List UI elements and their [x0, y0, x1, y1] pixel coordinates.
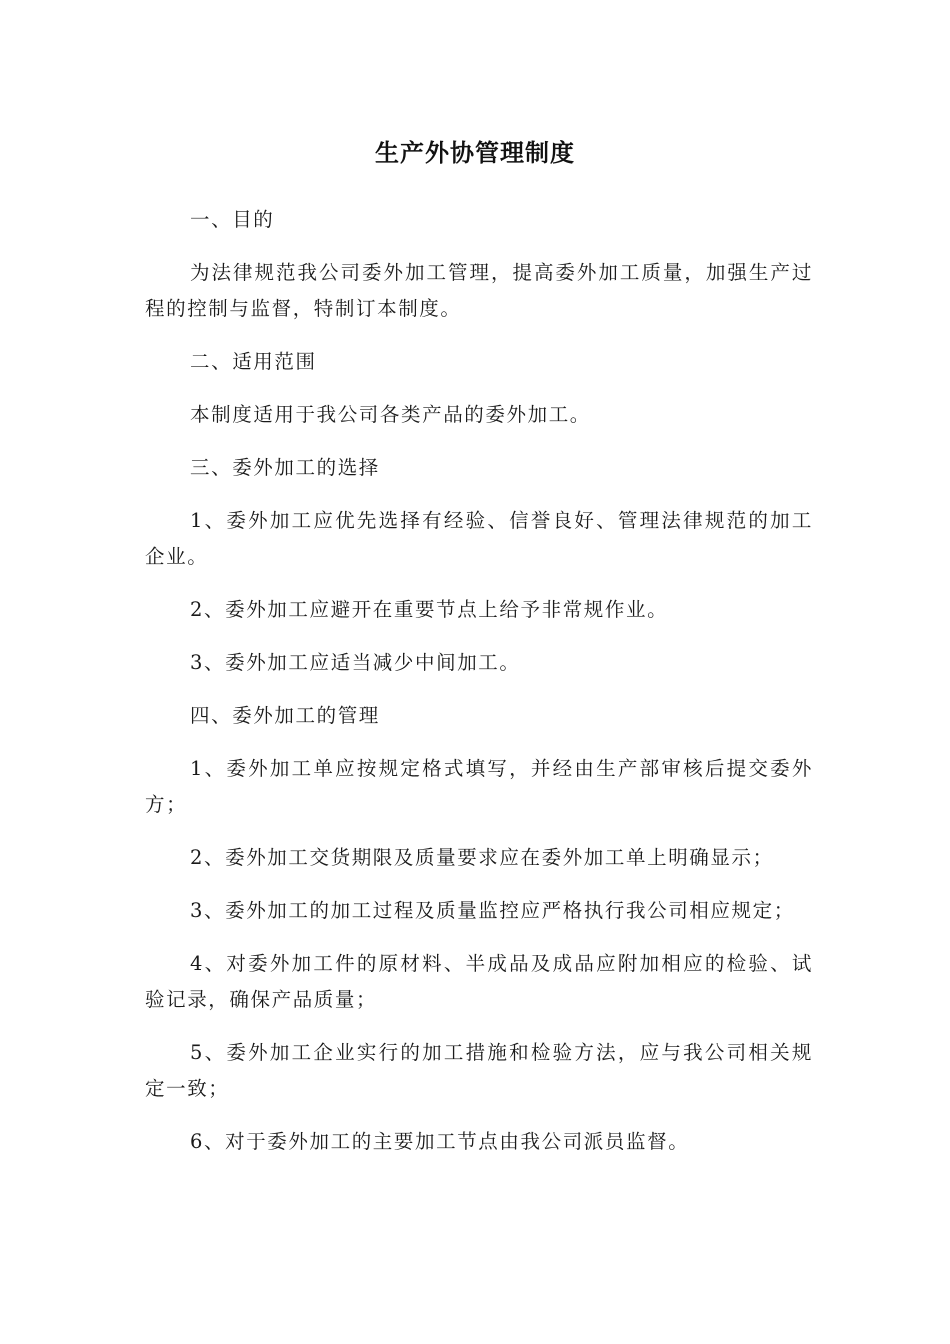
paragraph-purpose: 为法律规范我公司委外加工管理，提高委外加工质量，加强生产过程的控制与监督，特制订本制度。 [145, 261, 813, 320]
document-title: 生产外协管理制度 [375, 139, 575, 167]
list-item-selection-2: 2、委外加工应避开在重要节点上给予非常规作业。 [190, 598, 669, 621]
list-item-management-6: 6、对于委外加工的主要加工节点由我公司派员监督。 [190, 1130, 690, 1153]
list-item-management-5: 5、委外加工企业实行的加工措施和检验方法，应与我公司相关规定一致； [145, 1041, 813, 1100]
list-item-management-1: 1、委外加工单应按规定格式填写，并经由生产部审核后提交委外方； [145, 757, 813, 816]
list-item-management-3: 3、委外加工的加工过程及质量监控应严格执行我公司相应规定； [190, 899, 795, 922]
list-item-selection-1: 1、委外加工应优先选择有经验、信誉良好、管理法律规范的加工企业。 [145, 509, 813, 568]
paragraph-scope: 本制度适用于我公司各类产品的委外加工。 [190, 403, 591, 426]
section-heading-management: 四、委外加工的管理 [190, 704, 380, 727]
list-item-management-4: 4、对委外加工件的原材料、半成品及成品应附加相应的检验、试验记录，确保产品质量； [145, 952, 813, 1011]
section-heading-selection: 三、委外加工的选择 [190, 456, 380, 479]
list-item-management-2: 2、委外加工交货期限及质量要求应在委外加工单上明确显示； [190, 846, 774, 869]
section-heading-purpose: 一、目的 [190, 208, 275, 231]
document-body [145, 202, 813, 1177]
list-item-selection-3: 3、委外加工应适当减少中间加工。 [190, 651, 521, 674]
section-heading-scope: 二、适用范围 [190, 350, 317, 373]
